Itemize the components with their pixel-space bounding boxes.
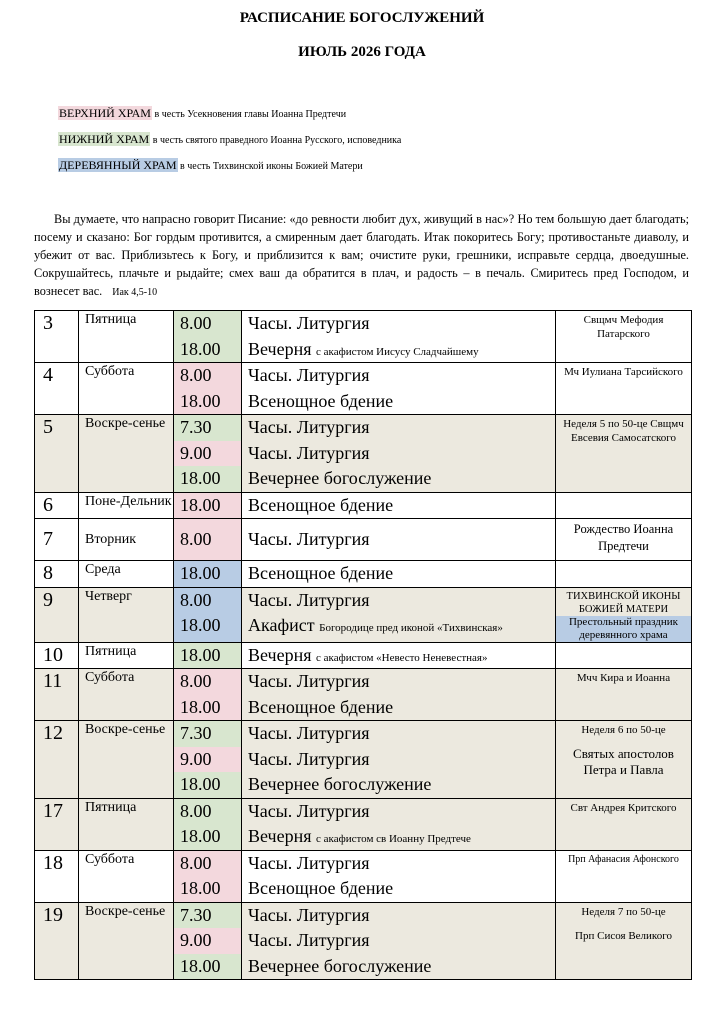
day-number: 17 — [35, 798, 79, 850]
legend-text: в честь святого праведного Иоанна Русского, исповедника — [152, 135, 402, 146]
service-name: Акафист — [248, 615, 315, 635]
weekday: Воскре-сенье — [79, 721, 174, 799]
service-name: Часы. Литургия — [248, 723, 370, 743]
service-name: Часы. Литургия — [248, 852, 370, 873]
service-time: 8.00 — [180, 365, 212, 385]
service-name: Вечерня — [248, 826, 312, 846]
service-note: с акафистом «Невесто Неневестная» — [316, 651, 488, 664]
service-name: Вечерня — [248, 644, 312, 665]
service-times — [174, 311, 242, 363]
service-time: 18.00 — [174, 466, 241, 492]
service-times — [174, 642, 242, 669]
service-name: Часы. Литургия — [248, 589, 370, 610]
feast-name: Святых апостолов Петра и Павла — [573, 746, 674, 777]
table-row — [35, 363, 692, 415]
service-name: Часы. Литургия — [248, 748, 370, 769]
schedule-table — [34, 310, 692, 980]
table-row — [35, 519, 692, 561]
legend-tag: НИЖНИЙ ХРАМ — [59, 132, 150, 146]
legend-tag: ДЕРЕВЯННЫЙ ХРАМ — [59, 158, 177, 172]
day-number: 3 — [35, 311, 79, 363]
services — [242, 642, 556, 669]
page-title: РАСПИСАНИЕ БОГОСЛУЖЕНИЙ — [239, 10, 485, 26]
weekday: Пятница — [79, 311, 174, 363]
service-times — [174, 587, 242, 642]
service-time: 18.00 — [180, 644, 221, 665]
services — [242, 721, 556, 799]
weekday: Воскре-сенье — [79, 902, 174, 980]
services — [242, 363, 556, 415]
table-row — [35, 721, 692, 799]
weekday: Четверг — [79, 587, 174, 642]
services — [242, 850, 556, 902]
day-number: 19 — [35, 902, 79, 980]
service-time: 18.00 — [180, 696, 221, 717]
day-number: 8 — [35, 561, 79, 588]
service-time: 9.00 — [174, 747, 241, 773]
service-time: 7.30 — [174, 721, 241, 747]
service-time: 18.00 — [174, 954, 241, 980]
service-name: Вечернее богослужение — [248, 955, 432, 976]
sunday-label: Неделя 6 по 50-це — [581, 724, 666, 736]
feast-name: Прп Сисоя Великого — [575, 929, 672, 942]
saint-of-day: Мчч Кира и Иоанна — [556, 669, 692, 721]
service-time: 9.00 — [174, 928, 241, 954]
page-subtitle: ИЮЛЬ 2026 ГОДА — [298, 44, 426, 60]
services — [242, 415, 556, 493]
service-name: Всенощное бдение — [248, 390, 394, 411]
services — [242, 519, 556, 561]
services — [242, 561, 556, 588]
saint-of-day: Свщмч Мефодия Патарского — [556, 311, 692, 363]
service-time: 7.30 — [174, 415, 241, 441]
service-name: Часы. Литургия — [248, 313, 370, 333]
day-number: 4 — [35, 363, 79, 415]
scripture-quote — [34, 210, 689, 302]
saint-of-day — [556, 902, 692, 980]
day-number: 10 — [35, 642, 79, 669]
legend-upper-church — [58, 106, 346, 121]
day-number: 5 — [35, 415, 79, 493]
weekday: Поне-Дельник — [79, 492, 174, 519]
saint-of-day — [556, 587, 692, 642]
saint-of-day: Свт Андрея Критского — [556, 798, 692, 850]
service-times — [174, 561, 242, 588]
table-row — [35, 669, 692, 721]
service-name: Вечерня — [248, 338, 312, 359]
table-row — [35, 798, 692, 850]
table-row — [35, 902, 692, 980]
service-name: Часы. Литургия — [248, 671, 370, 691]
legend-text: в честь Тихвинской иконы Божией Матери — [180, 161, 363, 172]
service-times — [174, 850, 242, 902]
day-number: 9 — [35, 587, 79, 642]
services — [242, 587, 556, 642]
service-time: 8.00 — [180, 589, 212, 610]
weekday: Пятница — [79, 642, 174, 669]
legend-lower-church — [58, 132, 401, 147]
services — [242, 902, 556, 980]
table-row — [35, 850, 692, 902]
service-note: с акафистом Иисусу Сладчайшему — [316, 345, 479, 358]
services — [242, 798, 556, 850]
service-time: 18.00 — [174, 493, 241, 519]
service-time: 18.00 — [180, 878, 221, 898]
service-note: с акафистом св Иоанну Предтече — [316, 833, 471, 845]
weekday: Вторник — [79, 519, 174, 561]
service-time: 18.00 — [180, 826, 221, 846]
quote-reference: Иак 4,5-10 — [112, 287, 158, 298]
service-time: 18.00 — [180, 563, 221, 583]
weekday: Пятница — [79, 798, 174, 850]
saint-of-day: Неделя 5 по 50-це Свщмч Евсевия Самосатского — [556, 415, 692, 493]
service-name: Часы. Литургия — [248, 528, 370, 549]
service-name: Часы. Литургия — [248, 417, 370, 437]
saint-of-day — [556, 492, 692, 519]
service-time: 8.00 — [180, 528, 212, 549]
service-times — [174, 363, 242, 415]
service-name: Вечернее богослужение — [248, 468, 432, 488]
weekday: Суббота — [79, 850, 174, 902]
day-number: 12 — [35, 721, 79, 799]
service-time: 18.00 — [174, 772, 241, 798]
service-name: Вечернее богослужение — [248, 774, 432, 794]
table-row — [35, 492, 692, 519]
service-times — [174, 519, 242, 561]
service-time: 7.30 — [174, 903, 241, 929]
services — [242, 311, 556, 363]
service-name: Часы. Литургия — [248, 442, 370, 463]
service-name: Часы. Литургия — [248, 365, 370, 385]
service-times — [174, 669, 242, 721]
service-time: 18.00 — [180, 338, 221, 359]
day-number: 7 — [35, 519, 79, 561]
day-number: 6 — [35, 492, 79, 519]
legend-tag: ВЕРХНИЙ ХРАМ — [59, 106, 151, 120]
legend-wooden-church — [58, 158, 363, 173]
service-name: Часы. Литургия — [248, 904, 370, 925]
table-row — [35, 311, 692, 363]
service-time: 8.00 — [180, 671, 212, 691]
day-number: 18 — [35, 850, 79, 902]
table-row — [35, 587, 692, 642]
service-name: Часы. Литургия — [248, 930, 370, 950]
legend-text: в честь Усекновения главы Иоанна Предтечи — [154, 109, 347, 120]
table-row — [35, 561, 692, 588]
weekday: Воскре-сенье — [79, 415, 174, 493]
saint-of-day: Рождество Иоанна Предтечи — [556, 519, 692, 561]
feast-name: ТИХВИНСКОЙ ИКОНЫ БОЖИЕЙ МАТЕРИ — [566, 590, 681, 615]
sunday-label: Неделя 7 по 50-це — [581, 905, 666, 918]
service-times — [174, 721, 242, 799]
service-name: Часы. Литургия — [248, 800, 370, 821]
saint-of-day — [556, 561, 692, 588]
quote-text: Вы думаете, что напрасно говорит Писание: «до ревности любит дух, живущий в нас»? Но тем большую дает благодать; посему и сказано: Бог гордым противится, а смиренным дает благодать. Итак покоритесь Богу; противостаньте диаволу, и убежит от вас. Приблизьтесь к Богу, и приблизится к вам; очистите руки, грешники, исправьте сердца, двоедушные. Сокрушайтесь, плачьте и рыдайте; смех ваш да обратится в плач, и радость – в печаль. Смиритесь пред Господом, и вознесет вас. — [34, 212, 689, 298]
service-times — [174, 902, 242, 980]
service-name: Всенощное бдение — [248, 878, 394, 898]
service-time: 9.00 — [174, 441, 241, 467]
service-name: Всенощное бдение — [248, 494, 394, 515]
service-time: 8.00 — [180, 852, 212, 873]
service-name: Всенощное бдение — [248, 696, 394, 717]
weekday: Суббота — [79, 363, 174, 415]
weekday: Суббота — [79, 669, 174, 721]
patronal-feast: Престольный праздник деревянного храма — [556, 616, 691, 642]
saint-of-day — [556, 721, 692, 799]
weekday: Среда — [79, 561, 174, 588]
saint-of-day: Прп Афанасия Афонского — [556, 850, 692, 902]
service-times — [174, 798, 242, 850]
table-row — [35, 415, 692, 493]
saint-of-day — [556, 642, 692, 669]
service-name: Всенощное бдение — [248, 563, 394, 583]
service-time: 8.00 — [180, 800, 212, 821]
service-note: Богородице пред иконой «Тихвинская» — [319, 622, 503, 634]
service-times — [174, 492, 242, 519]
services — [242, 492, 556, 519]
service-time: 18.00 — [180, 615, 221, 635]
service-time: 18.00 — [180, 390, 221, 411]
service-times — [174, 415, 242, 493]
day-number: 11 — [35, 669, 79, 721]
services — [242, 669, 556, 721]
saint-of-day: Мч Иулиана Тарсийского — [556, 363, 692, 415]
service-time: 8.00 — [180, 313, 212, 333]
table-row — [35, 642, 692, 669]
